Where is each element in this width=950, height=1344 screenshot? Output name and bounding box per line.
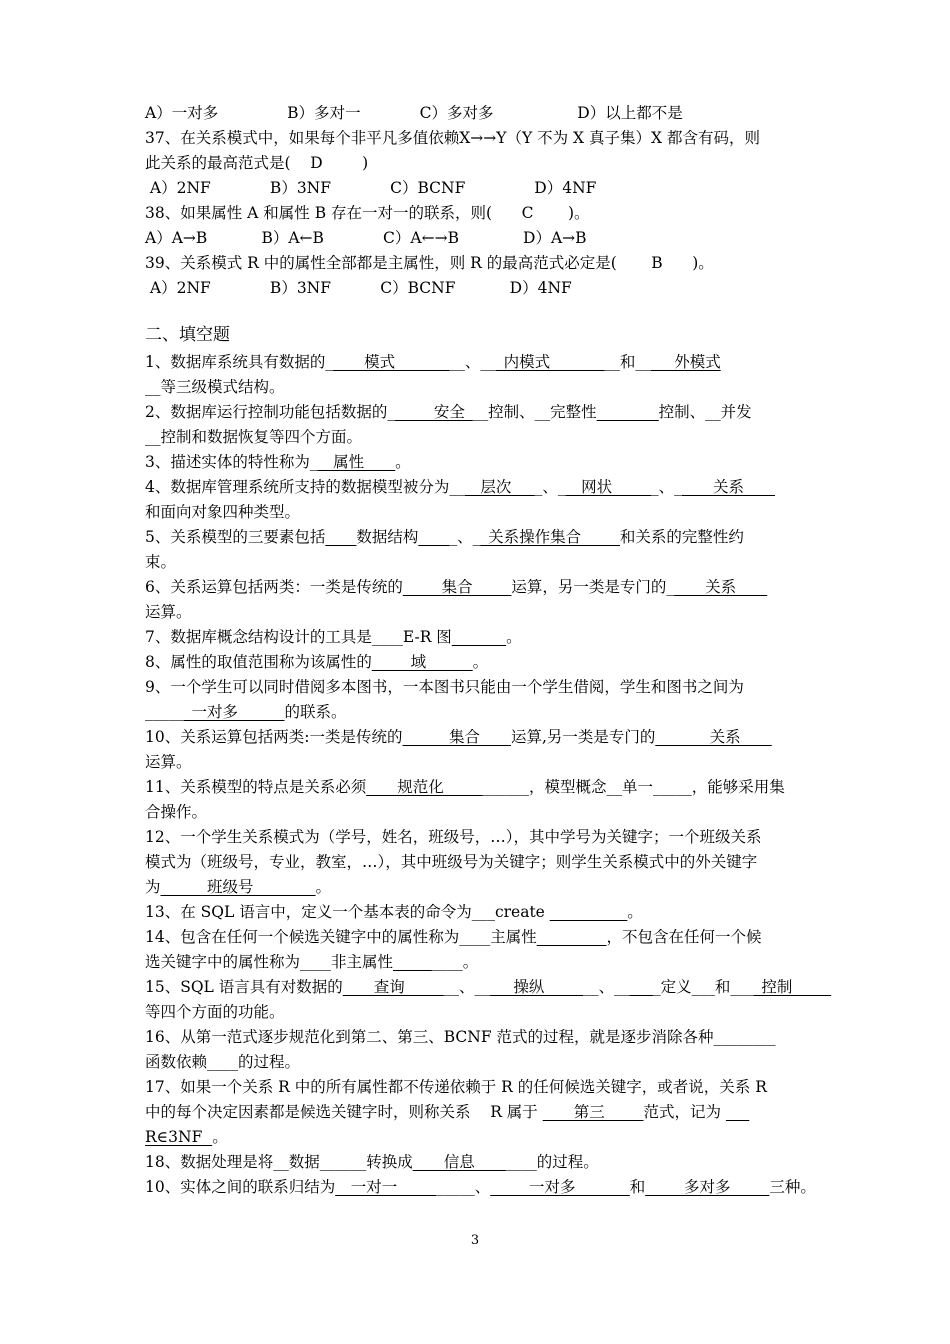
- text-line: [145, 402, 752, 422]
- answer-blank: __网状_____: [565, 478, 651, 496]
- text-segment: 和: [629, 1178, 646, 1196]
- answer-blank: ___: [629, 978, 653, 996]
- text-segment: 合操作。: [145, 803, 208, 821]
- text-line: [145, 1077, 767, 1097]
- text-line: [145, 527, 744, 547]
- text-line: [145, 128, 760, 148]
- answer-blank: _控制_____: [753, 978, 832, 996]
- text-line: [145, 1102, 749, 1122]
- text-segment: 模式为（班级号，专业，教室，…），其中班级号为关键字；则学生关系模式中的外关键字: [145, 853, 758, 871]
- text-segment: 6、关系运算包括两类：一类是传统的: [145, 578, 403, 596]
- text-segment: _____、: [436, 1178, 491, 1196]
- text-segment: 。: [506, 628, 522, 646]
- text-segment: 运算。: [145, 603, 192, 621]
- text-segment: 18、数据处理是将__数据______转换成: [145, 1153, 413, 1171]
- answer-blank: _______: [451, 628, 507, 646]
- text-segment: __等三级模式结构。: [145, 378, 285, 396]
- text-segment: _、_: [449, 528, 481, 546]
- answer-blank: ______集合____: [402, 728, 511, 746]
- answer-blank: __一对一_____: [335, 1178, 436, 1196]
- text-line: [145, 752, 192, 772]
- text-line: [145, 777, 785, 797]
- text-segment: 中的每个决定因素都是候选关键字时，则称关系 R 属于: [145, 1103, 543, 1121]
- answer-blank: _____安全_: [395, 403, 473, 421]
- text-line: [145, 427, 362, 447]
- text-line: [145, 602, 192, 622]
- text-segment: 39、关系模式 R 中的属性全部都是主属性，则 R 的最高范式必定是( B )。: [145, 254, 714, 272]
- text-line: [145, 103, 683, 123]
- text-segment: 运算，另一类是专门的_: [511, 578, 675, 596]
- text-line: [145, 502, 300, 522]
- text-segment: 7、数据库概念结构设计的工具是____E-R 图: [145, 628, 452, 646]
- text-segment: 1、数据库系统具有数据的_: [145, 353, 334, 371]
- answer-blank: ____信息____: [412, 1153, 506, 1171]
- text-segment: _____: [145, 703, 184, 721]
- text-segment: 37、在关系模式中，如果每个非平凡多值依赖X→→Y（Y 不为 X 真子集）X 都含有码，则: [145, 129, 760, 147]
- text-segment: 。: [472, 653, 489, 671]
- answer-blank: _____域______: [371, 653, 473, 671]
- text-line: [145, 677, 744, 697]
- text-segment: 束。: [145, 553, 177, 571]
- text-segment: 3、描述实体的特性称为_: [145, 453, 318, 471]
- text-line: [145, 652, 488, 672]
- answer-blank: ____模式_______: [333, 353, 450, 371]
- text-segment: 。: [395, 453, 411, 471]
- text-segment: A）2NF B）3NF C）BCNF D）4NF: [145, 179, 597, 197]
- text-line: [145, 927, 762, 947]
- text-line: [145, 827, 761, 847]
- answer-blank: __层次___: [464, 478, 535, 496]
- answer-blank: ________: [596, 403, 659, 421]
- text-segment: 范式，记为: [643, 1103, 726, 1121]
- text-segment: 16、从第一范式逐步规范化到第二、第三、BCNF 范式的过程，就是逐步消除各种________: [145, 1028, 776, 1046]
- text-segment: ____。: [431, 953, 479, 971]
- text-line: [145, 702, 347, 722]
- text-line: [145, 952, 478, 972]
- text-line: [145, 228, 587, 248]
- text-line: [145, 627, 522, 647]
- answer-blank: _____一对多_______: [490, 1178, 630, 1196]
- text-segment: 数据结构: [356, 528, 419, 546]
- text-segment: 38、如果属性 A 和属性 B 存在一对一的联系，则( C )。: [145, 204, 590, 222]
- text-segment: 运算,另一类是专门的: [510, 728, 656, 746]
- text-segment: 选关键字中的属性称为____非主属性: [145, 953, 394, 971]
- text-line: [145, 727, 772, 747]
- text-segment: A）一对多 B）多对一 C）多对多 D）以上都不是: [145, 104, 683, 122]
- answer-blank: _____多对多_____: [645, 1178, 770, 1196]
- page-number: 3: [470, 1233, 480, 1248]
- answer-blank: ______班级号________: [160, 878, 316, 896]
- text-segment: __和__: [604, 353, 651, 371]
- text-segment: 12、一个学生关系模式为（学号，姓名，班级号，…），其中学号为关键字；一个班级关系: [145, 828, 762, 846]
- answer-blank: _一对多______: [183, 703, 285, 721]
- text-segment: 5、关系模型的三要素包括: [145, 528, 326, 546]
- text-segment: 11、关系模型的特点是关系必须: [145, 778, 367, 796]
- text-segment: 等四个方面的功能。: [145, 1003, 285, 1021]
- text-segment: 和面向对象四种类型。: [145, 503, 301, 521]
- text-line: [145, 877, 331, 897]
- text-segment: 10、关系运算包括两类:一类是传统的: [145, 728, 403, 746]
- text-line: [145, 477, 775, 497]
- text-segment: 4、数据库管理系统所支持的数据模型被分为__: [145, 478, 465, 496]
- text-segment: __控制、__完整性: [472, 403, 597, 421]
- text-segment: 运算。: [145, 753, 192, 771]
- text-segment: A）A→B B）A←B C）A←→B D）A→B: [145, 229, 587, 247]
- text-segment: 和关系的完整性约: [619, 528, 744, 546]
- text-segment: __、__: [583, 978, 630, 996]
- answer-blank: R∈3NF: [145, 1128, 213, 1146]
- answer-blank: ____关系____: [681, 478, 775, 496]
- text-segment: 9、一个学生可以同时借阅多本图书，一本图书只能由一个学生借阅，学生和图书之间为: [145, 678, 744, 696]
- text-segment: 15、SQL 语言具有对数据的: [145, 978, 343, 996]
- answer-blank: _____: [393, 953, 432, 971]
- answer-blank: __________: [549, 903, 628, 921]
- text-line: [145, 352, 721, 372]
- text-line: [145, 1002, 285, 1022]
- text-segment: __控制和数据恢复等四个方面。: [145, 428, 363, 446]
- text-line: [145, 802, 207, 822]
- text-segment: 三种。: [769, 1178, 816, 1196]
- text-segment: 。: [315, 878, 332, 896]
- answer-blank: _关系操作集合_____: [480, 528, 620, 546]
- text-line: [145, 1177, 816, 1197]
- text-line: [145, 278, 572, 298]
- text-segment: 的联系。: [284, 703, 347, 721]
- text-segment: 。: [212, 1128, 228, 1146]
- answer-blank: ____: [325, 528, 357, 546]
- answer-blank: ___外模式: [650, 353, 721, 371]
- text-line: [145, 977, 831, 997]
- text-line: [145, 552, 176, 572]
- text-line: [145, 253, 714, 273]
- text-line: [145, 377, 285, 397]
- answer-blank: ___操纵_____: [490, 978, 584, 996]
- text-segment: 13、在 SQL 语言中，定义一个基本表的命令为___create: [145, 903, 550, 921]
- answer-blank: _______关系____: [655, 728, 772, 746]
- text-line: [145, 203, 590, 223]
- text-segment: __、__: [449, 353, 496, 371]
- text-line: [145, 153, 368, 173]
- answer-blank: _________: [536, 928, 607, 946]
- answer-blank: ____关系____: [674, 578, 768, 596]
- text-segment: __、__: [443, 978, 491, 996]
- text-segment: 8、属性的取值范围称为该属性的: [145, 653, 372, 671]
- text-segment: 17、如果一个关系 R 中的所有属性都不传递依赖于 R 的任何候选关键字，或者说，关系 R: [145, 1078, 767, 1096]
- text-line: [145, 1127, 228, 1147]
- text-segment: _、_: [534, 478, 566, 496]
- text-segment: 。: [627, 903, 643, 921]
- text-line: [145, 1152, 599, 1172]
- text-line: [145, 325, 230, 345]
- text-segment: 2、数据库运行控制功能包括数据的_: [145, 403, 396, 421]
- answer-blank: ____第三_____: [542, 1103, 644, 1121]
- answer-blank: __属性____: [317, 453, 396, 471]
- text-segment: 10、实体之间的联系归结为: [145, 1178, 336, 1196]
- text-segment: 函数依赖____的过程。: [145, 1053, 301, 1071]
- text-segment: 为: [145, 878, 161, 896]
- text-segment: ______，模型概念__单一_____，能够采用集: [482, 778, 785, 796]
- text-segment: 此关系的最高范式是( D ): [145, 154, 369, 172]
- text-segment: ，不包含在任何一个候: [606, 928, 762, 946]
- text-segment: 二、填空题: [145, 325, 230, 345]
- answer-blank: _____集合_____: [402, 578, 512, 596]
- text-line: [145, 852, 757, 872]
- text-line: [145, 178, 596, 198]
- text-line: [145, 1052, 300, 1072]
- answer-blank: ____查询_____: [342, 978, 444, 996]
- answer-blank: ____: [418, 528, 450, 546]
- text-segment: 14、包含在任何一个候选关键字中的属性称为____主属性: [145, 928, 537, 946]
- answer-blank: _内模式_______: [495, 353, 605, 371]
- text-segment: ____的过程。: [505, 1153, 599, 1171]
- text-segment: A）2NF B）3NF C）BCNF D）4NF: [145, 279, 572, 297]
- text-segment: 控制、__并发: [658, 403, 752, 421]
- text-segment: _、_: [650, 478, 682, 496]
- answer-blank: ____规范化_____: [366, 778, 483, 796]
- text-segment: _定义___和___: [652, 978, 754, 996]
- text-line: [145, 902, 643, 922]
- answer-blank: ___: [725, 1103, 750, 1121]
- text-line: [145, 452, 411, 472]
- text-line: [145, 1027, 776, 1047]
- text-line: [145, 577, 767, 597]
